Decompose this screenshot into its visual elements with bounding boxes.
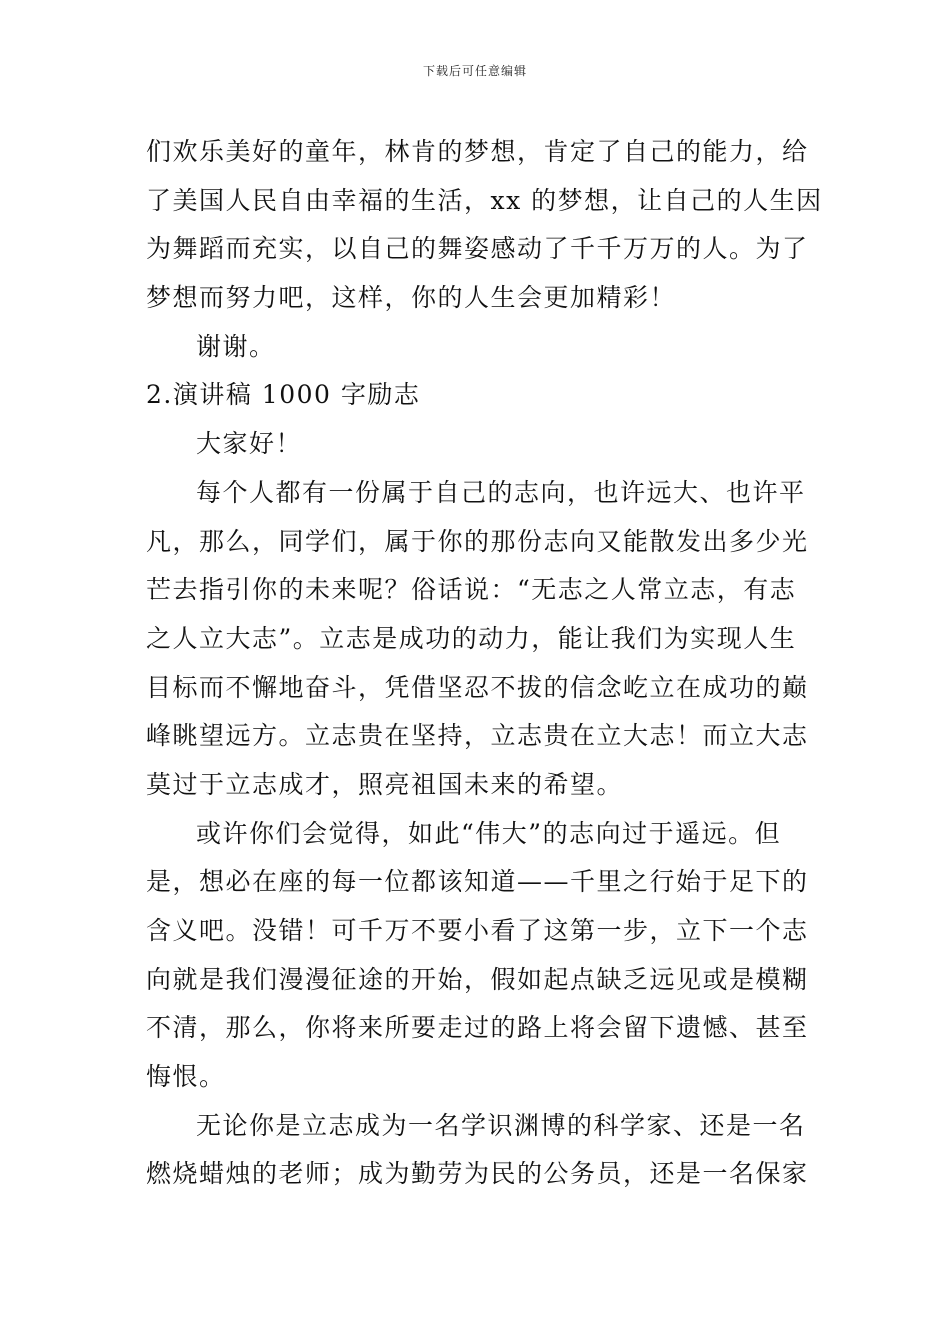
text-line: 目标而不懈地奋斗，凭借坚忍不拔的信念屹立在成功的巅: [146, 672, 809, 702]
text-line: 之人立大志”。立志是成功的动力，能让我们为实现人生: [146, 623, 797, 653]
text-line: 莫过于立志成才，照亮祖国未来的希望。: [146, 769, 624, 799]
text-line: 无论你是立志成为一名学识渊博的科学家、还是一名: [196, 1110, 806, 1140]
text-line: 是，想必在座的每一位都该知道——千里之行始于足下的: [146, 867, 809, 897]
greeting-line: 大家好！: [196, 429, 303, 459]
text-line: 每个人都有一份属于自己的志向，也许远大、也许平: [196, 477, 806, 507]
text-line: 梦想而努力吧，这样，你的人生会更加精彩！: [146, 283, 677, 313]
text-line: 悔恨。: [146, 1062, 226, 1092]
text-line: 或许你们会觉得，如此“伟大”的志向过于遥远。但: [196, 818, 782, 848]
text-line: 芒去指引你的未来呢？俗话说：“无志之人常立志，有志: [146, 575, 797, 605]
text-line: 了美国人民自由幸福的生活，xx 的梦想，让自己的人生因: [146, 185, 823, 215]
text-line: 为舞蹈而充实，以自己的舞姿感动了千千万万的人。为了: [146, 234, 809, 264]
text-line: 燃烧蜡烛的老师；成为勤劳为民的公务员，还是一名保家: [146, 1159, 809, 1189]
closing-line: 谢谢。: [196, 331, 276, 361]
text-line: 凡，那么，同学们，属于你的那份志向又能散发出多少光: [146, 526, 809, 556]
text-line: 含义吧。没错！可千万不要小看了这第一步，立下一个志: [146, 916, 809, 945]
text-line: 们欢乐美好的童年，林肯的梦想，肯定了自己的能力，给: [146, 137, 809, 166]
text-line: 峰眺望远方。立志贵在坚持，立志贵在立大志！而立大志: [146, 721, 809, 751]
text-line: 向就是我们漫漫征途的开始，假如起点缺乏远见或是模糊: [146, 964, 809, 994]
document-body: [146, 128, 823, 1199]
text-line: 不清，那么，你将来所要走过的路上将会留下遗憾、甚至: [146, 1013, 809, 1043]
section-heading: 2.演讲稿 1000 字励志: [146, 380, 421, 410]
page-header: 下载后可任意编辑: [422, 64, 527, 78]
